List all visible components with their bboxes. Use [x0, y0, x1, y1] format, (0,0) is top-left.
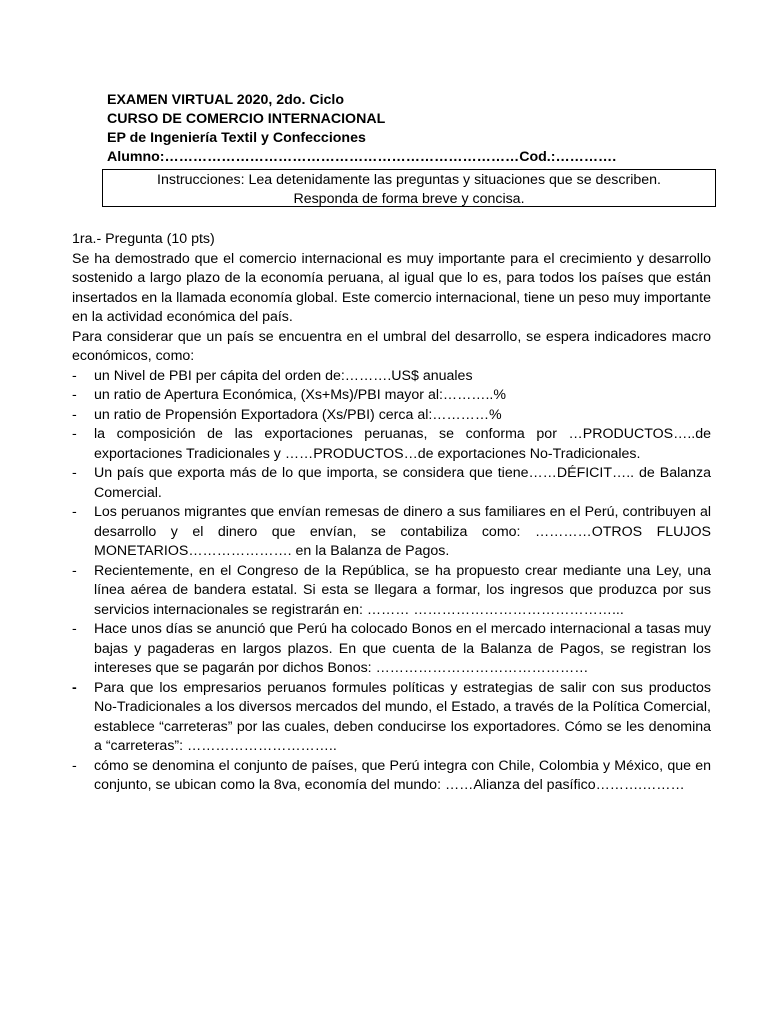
bullet-dash: - — [72, 504, 77, 520]
exam-header — [107, 91, 707, 167]
list-item — [72, 386, 711, 406]
instructions-line-1: Instrucciones: Lea detenidamente las preguntas y situaciones que se describen. — [157, 172, 661, 188]
instructions-box — [102, 169, 716, 207]
item-text: Los peruanos migrantes que envían remesas de dinero a sus familiares en el Perú, contribuyen al desarrollo y el dinero que envían, se contabiliza como: …………OTROS FLUJOS MONETARIOS…………………. en la Balanza de Pagos. — [94, 504, 711, 559]
bullet-dash: - — [72, 679, 77, 696]
item-text: la composición de las exportaciones peruanas, se conforma por …PRODUCTOS…..de exportaciones Tradicionales y ……PRODUCTOS…de exportaciones No-Tradicionales. — [94, 426, 711, 462]
item-text: un ratio de Apertura Económica, (Xs+Ms)/PBI mayor al:………..% — [94, 387, 506, 403]
item-text: Para que los empresarios peruanos formules políticas y estrategias de salir con sus productos No-Tradicionales a los diversos mercados del mundo, el Estado, a través de la Política Comercial, establece “carreteras” por las cuales, deben conducirse los exportadores. Cómo se les denomina a “carreteras”: ………………………….. — [94, 679, 711, 754]
list-item — [72, 679, 711, 757]
list-item — [72, 757, 711, 796]
bullet-dash: - — [72, 406, 77, 423]
bullet-dash: - — [72, 465, 77, 481]
question-paragraph-1: Se ha demostrado que el comercio internacional es muy importante para el crecimiento y desarrollo sostenido a largo plazo de la economía peruana, al igual que lo es, para todos los países que están insertados en la llamada economía global. Este comercio internacional, tiene un peso muy importante en la actividad económica del país. — [72, 250, 711, 325]
item-text: un Nivel de PBI per cápita del orden de:……….US$ anuales — [94, 367, 473, 384]
list-item — [72, 562, 711, 621]
question-body — [72, 230, 711, 796]
bullet-dash: - — [72, 621, 77, 637]
list-item — [72, 367, 711, 387]
list-item — [72, 464, 711, 503]
exam-title: EXAMEN VIRTUAL 2020, 2do. Ciclo — [107, 92, 345, 108]
bullet-dash: - — [72, 387, 77, 403]
item-text: cómo se denomina el conjunto de países, que Perú integra con Chile, Colombia y México, que en conjunto, se ubican como la 8va, economía del mundo: ……Alianza del pasífico……….……… — [94, 757, 711, 793]
list-item — [72, 406, 711, 426]
bullet-dash: - — [72, 757, 77, 774]
school-name: EP de Ingeniería Textil y Confecciones — [107, 130, 366, 146]
bullet-dash: - — [72, 367, 77, 384]
list-item — [72, 620, 711, 679]
student-line: Alumno:…………………………………………………………………Cod.:…………. — [107, 149, 617, 165]
item-text: Hace unos días se anunció que Perú ha colocado Bonos en el mercado internacional a tasas muy bajas y pagaderas en largos plazos. En que cuenta de la Balanza de Pagos, se registran los intereses que se pagarán por dichos Bonos: ……………………………………… — [94, 621, 711, 676]
item-text: un ratio de Propensión Exportadora (Xs/PBI) cerca al:…………% — [94, 406, 502, 423]
question-paragraph-2: Para considerar que un país se encuentra en el umbral del desarrollo, se espera indicadores macro económicos, como: — [72, 328, 711, 364]
list-item — [72, 503, 711, 562]
list-item — [72, 425, 711, 464]
item-text: Un país que exporta más de lo que importa, se considera que tiene……DÉFICIT….. de Balanza Comercial. — [94, 465, 711, 501]
bullet-dash: - — [72, 426, 77, 442]
instructions-line-2: Responda de forma breve y concisa. — [293, 190, 525, 207]
bullet-dash: - — [72, 562, 77, 579]
question-title: 1ra.- Pregunta (10 pts) — [72, 231, 215, 247]
item-text: Recientemente, en el Congreso de la República, se ha propuesto crear mediante una Ley, una línea aérea de bandera estatal. Si esta se llegara a formar, los ingresos que produzca por sus servicios internacionales se registrarán en: ……… ……………………………………... — [94, 562, 711, 618]
course-name: CURSO DE COMERCIO INTERNACIONAL — [107, 111, 386, 127]
